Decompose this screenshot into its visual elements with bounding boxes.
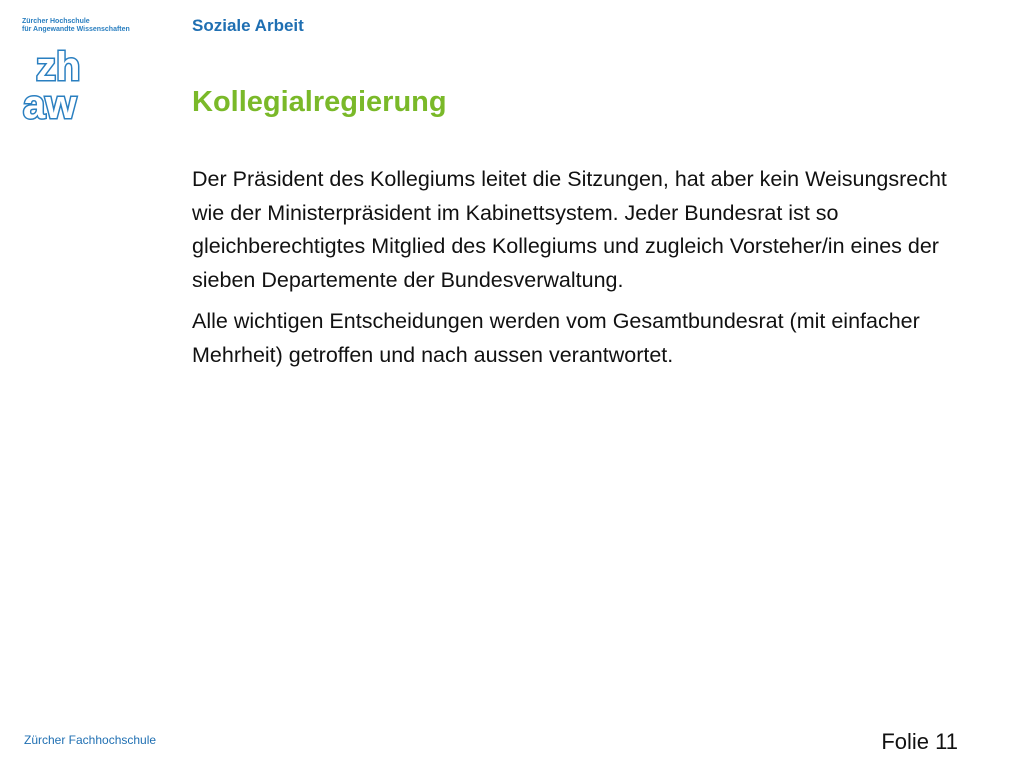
department-label: Soziale Arbeit xyxy=(192,16,304,35)
paragraph: Der Präsident des Kollegiums leitet die Sitzungen, hat aber kein Weisungsrecht wie der Ministerpräsident im Kabinettsystem. Jeder Bundesrat ist so gleichberechtigtes Mitglied des Kollegiums und zugleich Vorsteher/in eines der sieben Departemente der Bundesverwaltung. xyxy=(192,167,947,292)
footer-institution: Zürcher Fachhochschule xyxy=(24,733,157,747)
logo-tagline-line1: Zürcher Hochschule xyxy=(22,18,90,25)
logo-tagline xyxy=(22,18,130,34)
logo-mark-bottom: aw xyxy=(23,83,77,122)
logo-tagline-line2: für Angewandte Wissenschaften xyxy=(22,26,130,33)
zhaw-logo xyxy=(22,18,142,128)
slide-number: Folie 11 xyxy=(881,729,958,754)
slide-title: Kollegialregierung xyxy=(192,86,447,118)
zhaw-logo-mark xyxy=(22,42,102,122)
slide-content xyxy=(192,163,972,380)
logo-mark-top: zh xyxy=(36,45,81,89)
paragraph: Alle wichtigen Entscheidungen werden vom Gesamtbundesrat (mit einfacher Mehrheit) getroffen und nach aussen verantwortet. xyxy=(192,309,920,367)
